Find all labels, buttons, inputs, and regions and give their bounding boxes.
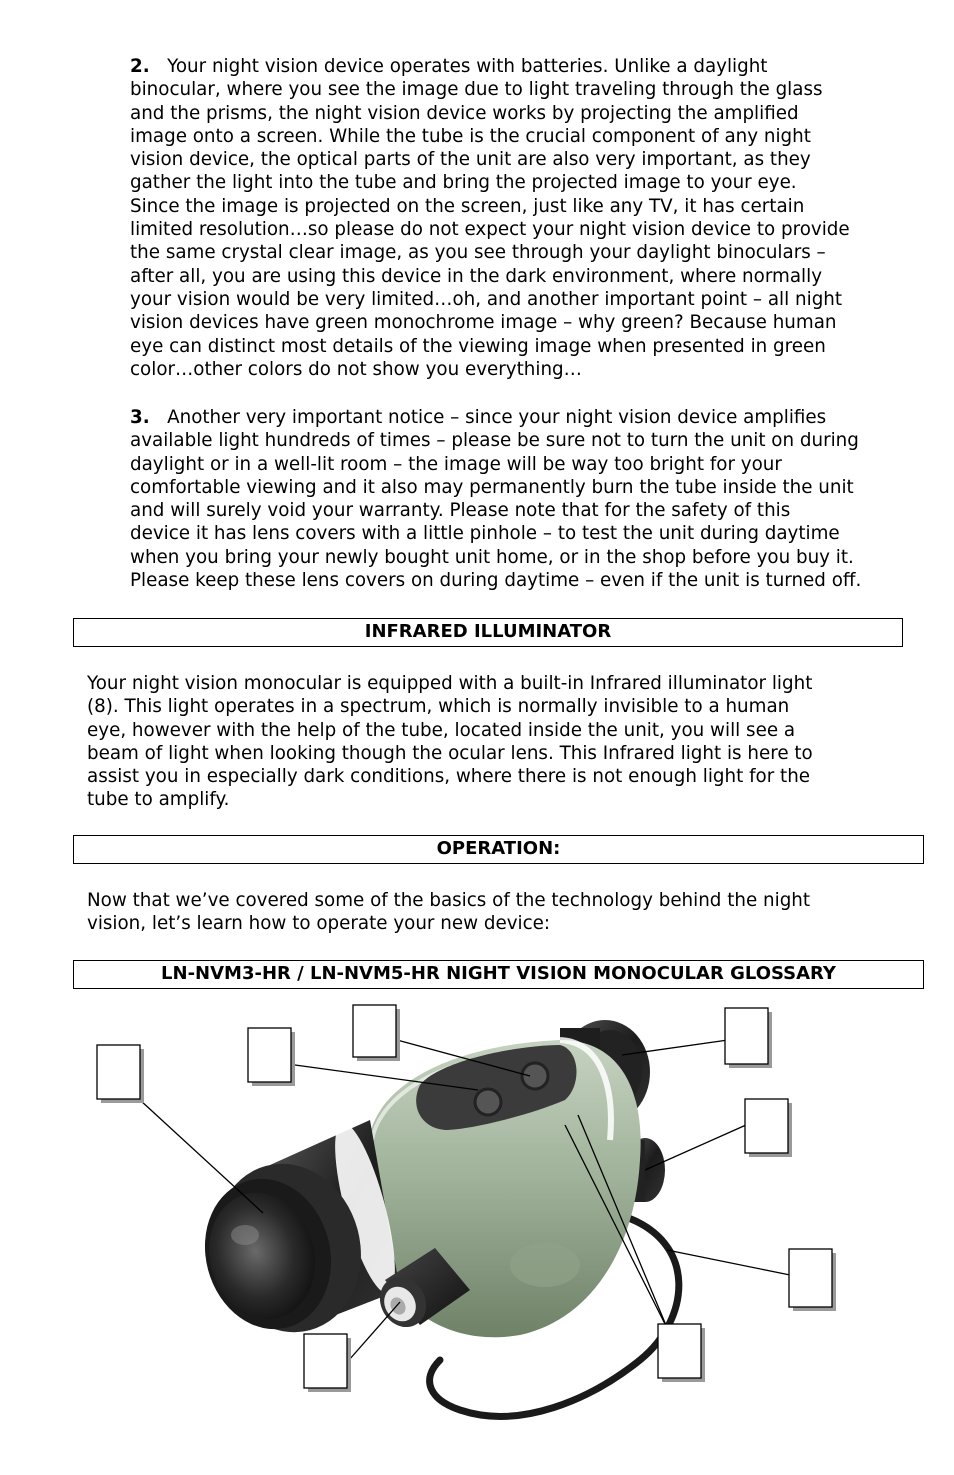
power-button — [475, 1089, 501, 1115]
item-3-paragraph — [130, 406, 930, 592]
operation-heading: OPERATION: — [73, 835, 924, 864]
callout-box — [353, 1005, 400, 1061]
monocular-diagram — [0, 990, 954, 1475]
callout-box — [745, 1099, 792, 1157]
item-2-paragraph — [130, 55, 930, 381]
glossary-heading: LN-NVM3-HR / LN-NVM5-HR NIGHT VISION MONOCULAR GLOSSARY — [73, 960, 924, 989]
callout-box — [304, 1334, 351, 1392]
callout-box — [97, 1045, 144, 1103]
ir-button — [522, 1063, 548, 1089]
infrared-paragraph: Your night vision monocular is equipped with a built-in Infrared illuminator light (8). This light operates in a spectrum, which is normally invisible to a human eye, however with the help of the tube, located inside the unit, you will see a beam of light when looking though the ocular lens. This Infrared light is here to assist you in especially dark conditions, where there is not enough light for the tube to amplify. — [87, 673, 813, 811]
callout-box — [789, 1249, 836, 1311]
operation-paragraph: Now that we’ve covered some of the basics of the technology behind the night vision, let’s learn how to operate your new device: — [87, 890, 811, 935]
item-3-text: Another very important notice – since your night vision device amplifies available light hundreds of times – please be sure not to turn the unit on during daylight or in a well-lit room – the image will be way too bright for your comfortable viewing and it also may permanently burn the tube inside the unit and will surely void your warranty. Please note that for the safety of this device it has lens covers with a little pinhole – to test the unit during daytime when you bring your newly bought unit home, or in the shop before you buy it. Please keep these lens covers on during daytime – even if the unit is turned off. — [130, 407, 862, 592]
callout-box — [658, 1324, 705, 1382]
item-3-number: 3. — [130, 407, 150, 428]
callout-box — [248, 1028, 295, 1086]
infrared-heading: INFRARED ILLUMINATOR — [73, 618, 903, 647]
callout-box — [725, 1008, 772, 1068]
objective-barrel — [188, 1118, 407, 1349]
item-2-number: 2. — [130, 56, 150, 77]
item-2-text: Your night vision device operates with batteries. Unlike a daylight binocular, where you see the image due to light traveling through the glass and the prisms, the night vision device works by projecting the amplified image onto a screen. While the tube is the crucial component of any night vision device, the optical parts of the unit are also very important, as they gather the light into the tube and bring the projected image to your eye. Since the image is projected on the screen, just like any TV, it has certain limited resolution…so please do not expect your night vision device to provide the same crystal clear image, as you see through your daylight binoculars – after all, you are using this device in the dark environment, where normally your vision would be very limited…oh, and another important point – all night vision devices have green monochrome image – why green? Because human eye can distinct most details of the viewing image when presented in green color…other colors do not show you everything… — [130, 56, 850, 380]
